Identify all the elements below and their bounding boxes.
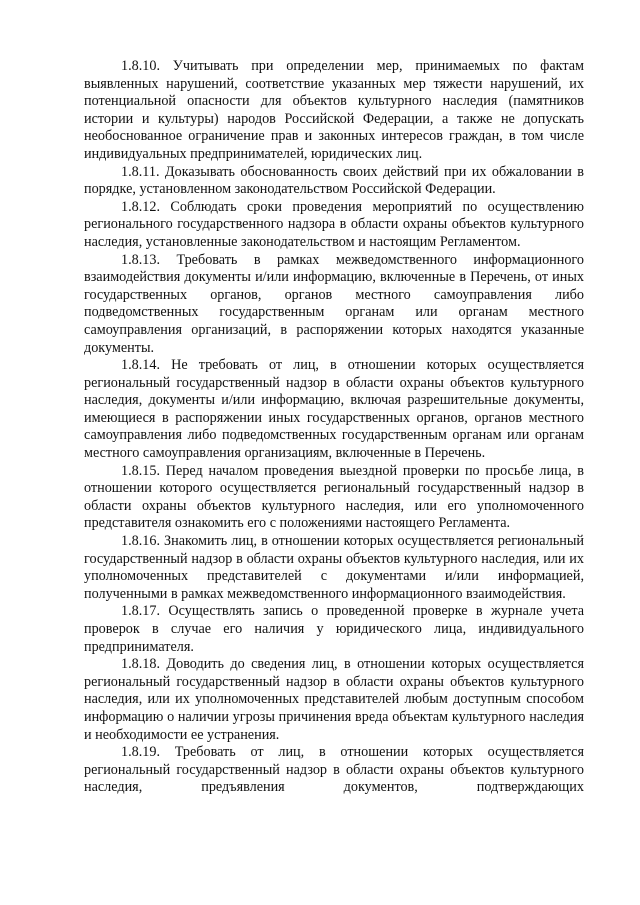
paragraph-1-8-15: 1.8.15. Перед началом проведения выездной проверки по просьбе лица, в отношении которого осуществляется региональный государственный надзор в области охраны объектов культурного наследия, или его уполномоченного представителя ознакомить его с положениями настоящего Регламента. — [84, 462, 584, 532]
document-page — [84, 58, 584, 797]
paragraph-1-8-19: 1.8.19. Требовать от лиц, в отношении которых осуществляется региональный государственный надзор в области охраны объектов культурного наследия, предъявления документов, подтверждающих — [84, 744, 584, 796]
paragraph-1-8-16: 1.8.16. Знакомить лиц, в отношении которых осуществляется региональный государственный надзор в области охраны объектов культурного наследия, или их уполномоченных представителей с документами и/или информацией, полученными в рамках межведомственного информационного взаимодействия. — [84, 533, 584, 602]
paragraph-1-8-13: 1.8.13. Требовать в рамках межведомственного информационного взаимодействия документы и/или информацию, включенные в Перечень, от иных государственных органов, органов местного самоуправления либо подведомственных государственным органам или органам местного самоуправления организаций, в распоряжении которых находятся указанные документы. — [84, 251, 584, 356]
paragraph-1-8-14: 1.8.14. Не требовать от лиц, в отношении которых осуществляется региональный государственный надзор в области охраны объектов культурного наследия, документы и/или информацию, включая разрешительные документы, имеющиеся в распоряжении иных государственных органов, органов местного самоуправления либо подведомственных государственным органам или органам местного самоуправления организациям, включенные в Перечень. — [84, 357, 584, 462]
paragraph-1-8-10: 1.8.10. Учитывать при определении мер, принимаемых по фактам выявленных нарушений, соответствие указанных мер тяжести нарушений, их потенциальной опасности для объектов культурного наследия (памятников истории и культуры) народов Российской Федерации, а также не допускать необоснованное ограничение прав и законных интересов граждан, в том числе индивидуальных предпринимателей, юридических лиц. — [84, 58, 584, 162]
paragraph-1-8-18: 1.8.18. Доводить до сведения лиц, в отношении которых осуществляется региональный государственный надзор в области охраны объектов культурного наследия, или их уполномоченных представителей любым доступным способом информацию о наличии угрозы причинения вреда объектам культурного наследия и необходимости ее устранения. — [84, 656, 584, 743]
paragraph-1-8-11: 1.8.11. Доказывать обоснованность своих действий при их обжаловании в порядке, установленном законодательством Российской Федерации. — [84, 163, 584, 198]
paragraph-1-8-12: 1.8.12. Соблюдать сроки проведения мероприятий по осуществлению регионального государственного надзора в области охраны объектов культурного наследия, установленные законодательством и настоящим Регламентом. — [84, 198, 584, 250]
paragraph-1-8-17: 1.8.17. Осуществлять запись о проведенной проверке в журнале учета проверок в случае его наличия у юридического лица, индивидуального предпринимателя. — [84, 603, 584, 655]
